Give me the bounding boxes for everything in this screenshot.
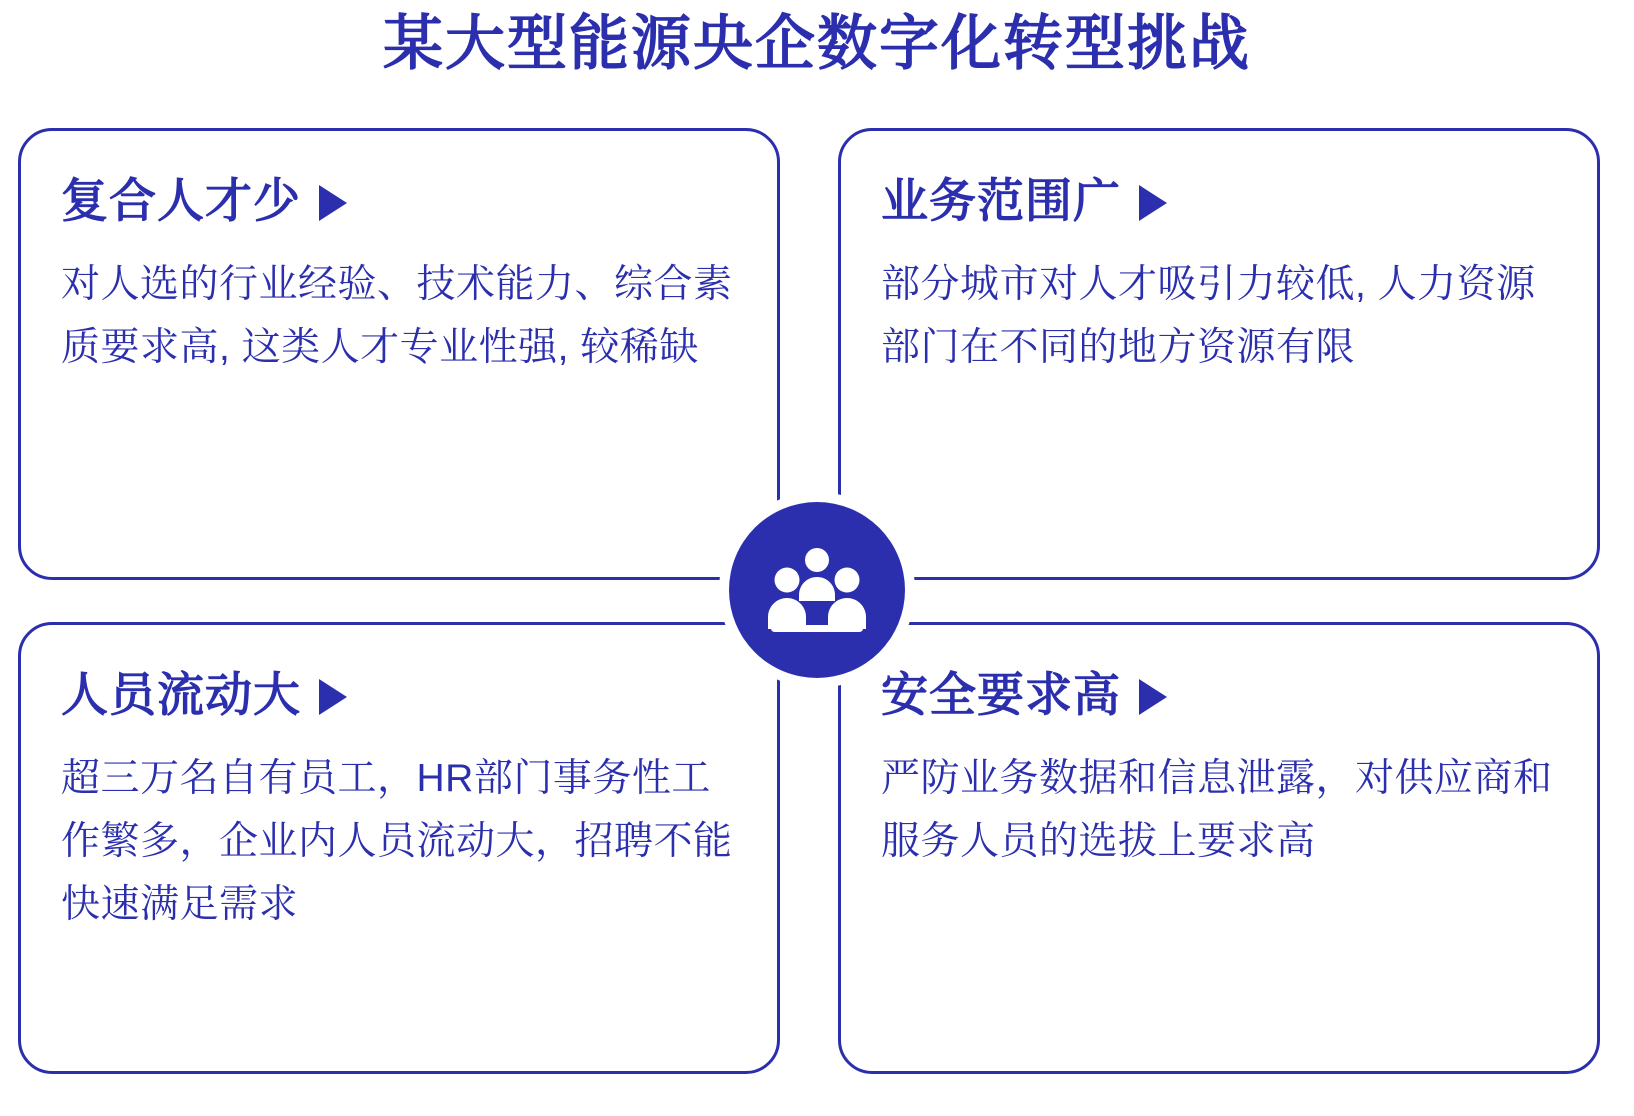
challenge-card-talent[interactable]: [18, 128, 780, 580]
triangle-right-icon: [1139, 679, 1167, 715]
card-title: 业务范围广: [881, 174, 1121, 227]
page-title: 某大型能源央企数字化转型挑战: [383, 10, 1251, 77]
card-title: 安全要求高: [881, 668, 1121, 721]
card-body-text: 对人选的行业经验、技术能力、综合素质要求高, 这类人才专业性强, 较稀缺: [61, 262, 733, 369]
challenge-card-staff-turnover[interactable]: [18, 622, 780, 1074]
card-body-text: 部分城市对人才吸引力较低, 人力资源部门在不同的地方资源有限: [881, 262, 1536, 369]
card-body-text: 严防业务数据和信息泄露，对供应商和服务人员的选拔上要求高: [881, 756, 1553, 863]
triangle-right-icon: [319, 679, 347, 715]
card-header: [881, 669, 1557, 721]
triangle-right-icon: [1139, 185, 1167, 221]
challenge-card-business-scope[interactable]: [838, 128, 1600, 580]
triangle-right-icon: [319, 185, 347, 221]
card-title: 复合人才少: [61, 174, 301, 227]
card-header: [61, 175, 737, 227]
card-header: [881, 175, 1557, 227]
challenge-card-security[interactable]: [838, 622, 1600, 1074]
card-title: 人员流动大: [61, 668, 301, 721]
people-group-icon: [729, 502, 905, 678]
card-header: [61, 669, 737, 721]
card-body-text: 超三万名自有员工，HR部门事务性工作繁多，企业内人员流动大，招聘不能快速满足需求: [61, 756, 733, 927]
